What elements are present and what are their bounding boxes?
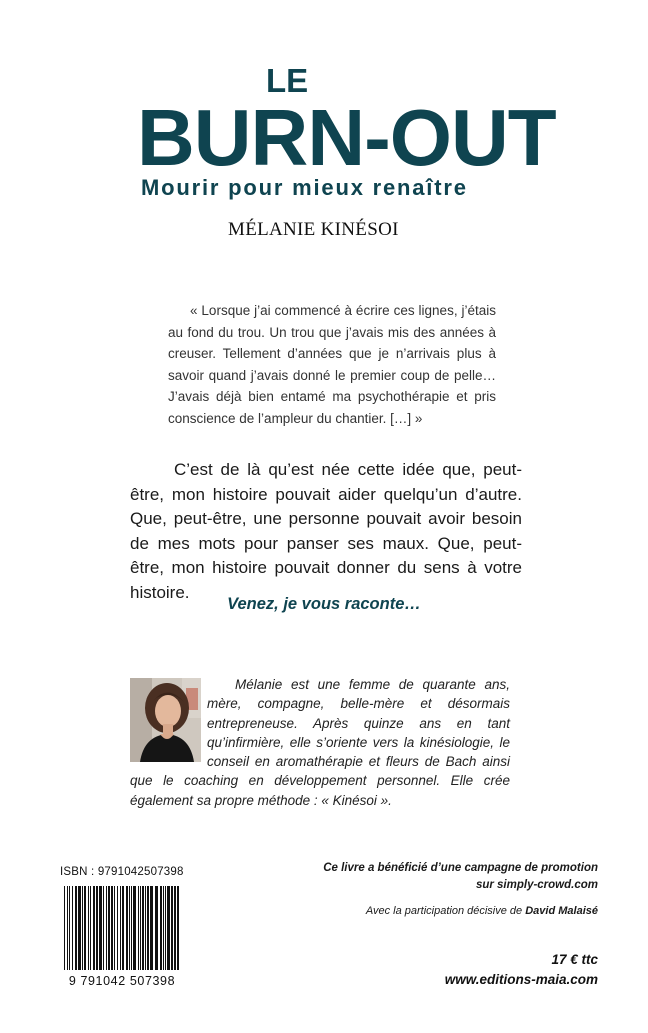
- barcode-bar: [75, 886, 77, 970]
- barcode-bar: [72, 886, 73, 970]
- book-subtitle: Mourir pour mieux renaître: [141, 175, 468, 200]
- barcode-bar: [150, 886, 153, 970]
- barcode-bar: [160, 886, 162, 970]
- author-bio: [130, 675, 510, 810]
- barcode-bar: [140, 886, 141, 970]
- barcode-bar: [93, 886, 95, 970]
- barcode-bar: [177, 886, 179, 970]
- barcode-bar: [69, 886, 70, 970]
- barcode-bar: [96, 886, 98, 970]
- participation-prefix: Avec la participation décisive de: [365, 905, 523, 917]
- barcode-bar: [120, 886, 121, 970]
- barcode-bar: [78, 886, 81, 970]
- excerpt-quote: « Lorsque j’ai commencé à écrire ces lignes, j’étais au fond du trou. Un trou que j’avais mis des années à creuser. Tellement d’années que je n’arrivais plus à savoir quand j’avais donné le premier coup de pelle… J’avais déjà bien entamé ma psychothérapie et pris conscience de l’ampleur du chantier. […] »: [168, 303, 496, 426]
- barcode-graphic: [60, 884, 184, 988]
- author-bio-text: Mélanie est une femme de quarante ans, mère, compagne, belle-mère et désormais entrepreneuse. Après quinze ans en tant qu’infirmière, elle s’oriente vers la kinésiologie, le conseil en aromathérapie et fleurs de Bach ainsi que le coaching en développement personnel. Elle crée également sa propre méthode : « Kinésoi ».: [130, 677, 510, 808]
- book-blurb: C’est de là qu’est née cette idée que, peut-être, mon histoire pouvait aider quelqu’un d’autre. Que, peut-être, une personne pouvait avoir besoin de mes mots pour panser ses maux. Que, peut-être, mon histoire pouvait donner du sens à votre histoire.: [130, 460, 522, 602]
- barcode-bar: [142, 886, 144, 970]
- price-block: [445, 950, 598, 990]
- barcode-bar: [147, 886, 149, 970]
- participation-name: David Malaisé: [525, 905, 598, 917]
- publisher-website: www.editions-maia.com: [444, 972, 598, 987]
- tagline: Venez, je vous raconte…: [227, 595, 421, 613]
- barcode-bar: [84, 886, 86, 970]
- isbn-label: ISBN : 9791042507398: [60, 866, 184, 878]
- barcode-bar: [131, 886, 132, 970]
- barcode-bar: [167, 886, 170, 970]
- barcode-bar: [106, 886, 107, 970]
- barcode-bar: [129, 886, 130, 970]
- barcode-bar: [174, 886, 176, 970]
- barcode-bar: [82, 886, 83, 970]
- barcode-bar: [67, 886, 68, 970]
- barcode-bar: [88, 886, 89, 970]
- promotion-line-1: Ce livre a bénéficié d’une campagne de promotion: [323, 862, 598, 874]
- book-title: BURN-OUT: [137, 93, 556, 182]
- participation-note: [366, 905, 598, 917]
- barcode-bar: [138, 886, 139, 970]
- barcode-bar: [171, 886, 173, 970]
- barcode-bar: [103, 886, 104, 970]
- barcode: [60, 884, 184, 988]
- barcode-bar: [111, 886, 113, 970]
- barcode-digits: 9 791042 507398: [68, 974, 176, 988]
- barcode-bar: [117, 886, 118, 970]
- barcode-bar: [108, 886, 110, 970]
- barcode-bar: [122, 886, 124, 970]
- barcode-bar: [155, 886, 158, 970]
- price: 17 € ttc: [551, 952, 598, 967]
- barcode-bar: [90, 886, 91, 970]
- barcode-bar: [99, 886, 102, 970]
- barcode-bar: [163, 886, 164, 970]
- barcode-bar: [133, 886, 136, 970]
- promotion-line-2: sur simply-crowd.com: [475, 879, 598, 891]
- barcode-bar: [114, 886, 115, 970]
- barcode-bar: [126, 886, 128, 970]
- barcode-bar: [64, 886, 65, 970]
- barcode-bar: [165, 886, 166, 970]
- barcode-bar: [145, 886, 146, 970]
- title-prefix: LE: [266, 62, 309, 99]
- promotion-note: [323, 860, 598, 894]
- author-name: MÉLANIE KINÉSOI: [228, 219, 399, 240]
